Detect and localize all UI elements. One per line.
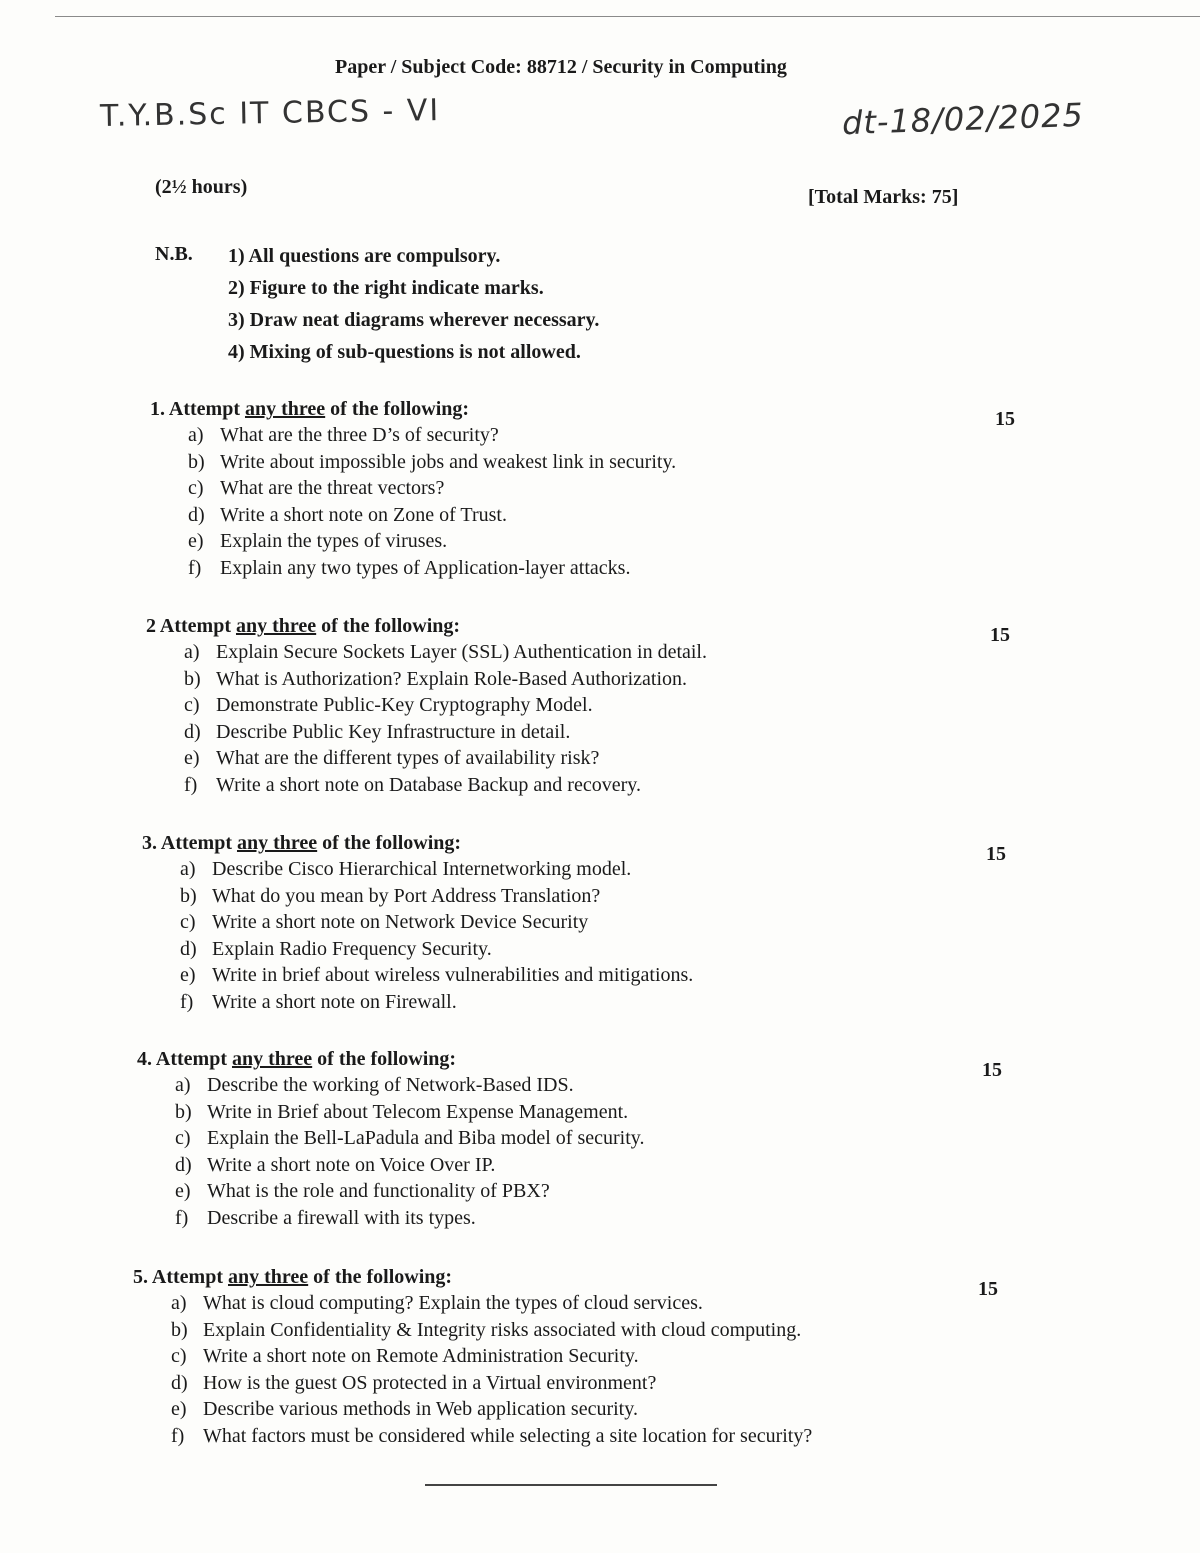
nb-list [228,240,599,368]
question-heading-emphasis: any three [244,398,326,420]
sub-question [180,883,693,910]
sub-question-text: What do you mean by Port Address Translation? [212,884,601,907]
question-heading-suffix: of the following: [312,1048,457,1070]
sub-question-list [180,856,693,1015]
sub-question-text: Explain any two types of Application-layer attacks. [220,556,631,579]
sub-question-text: Write a short note on Zone of Trust. [220,503,507,526]
sub-question-text: Describe Cisco Hierarchical Internetworking model. [212,858,632,880]
sub-question-text: What are the threat vectors? [220,477,445,499]
question-marks: 15 [995,408,1015,430]
question-heading-emphasis: any three [235,615,317,637]
sub-question-letter: f) [188,556,202,579]
question-heading-prefix: 4. Attempt [137,1048,232,1070]
sub-question-letter: f) [180,990,194,1013]
sub-question-letter: b) [175,1100,192,1123]
sub-question-text: Write about impossible jobs and weakest link in security. [220,450,677,473]
sub-question-text: Write in brief about wireless vulnerabilities and mitigations. [212,964,694,986]
question-heading-suffix: of the following: [325,398,470,420]
question-heading [133,1264,812,1290]
question-1 [150,396,676,581]
sub-question-text: Explain Confidentiality & Integrity risks associated with cloud computing. [203,1318,802,1341]
sub-question-list [188,422,676,581]
sub-question-letter: e) [180,964,196,986]
sub-question-letter: e) [171,1398,187,1420]
sub-question-text: Write a short note on Voice Over IP. [207,1153,496,1176]
sub-question [188,475,676,502]
sub-question [175,1125,644,1152]
sub-question-letter: a) [171,1292,187,1314]
sub-question-letter: d) [184,720,201,743]
total-marks: [Total Marks: 75] [808,186,959,208]
sub-question [175,1099,644,1126]
question-heading-suffix: of the following: [308,1266,453,1288]
question-3 [142,830,693,1015]
sub-question-letter: f) [175,1206,189,1229]
duration: (2½ hours) [155,176,248,198]
sub-question-list [171,1290,812,1449]
question-heading [146,613,707,639]
sub-question-letter: e) [188,530,204,552]
sub-question-text: Write in Brief about Telecom Expense Management. [207,1100,629,1123]
question-heading-prefix: 2 Attempt [146,615,236,637]
sub-question-letter: b) [180,884,197,907]
nb-item: 3) Draw neat diagrams wherever necessary. [228,309,600,331]
question-5 [133,1264,812,1449]
sub-question [180,989,693,1016]
sub-question [180,909,693,936]
question-4 [137,1046,644,1231]
sub-question-text: What is the role and functionality of PBX? [207,1180,550,1202]
sub-question-letter: b) [171,1318,188,1341]
sub-question [188,528,676,555]
sub-question-letter: c) [188,477,204,499]
sub-question [184,745,707,772]
sub-question [171,1343,812,1370]
sub-question [184,719,707,746]
sub-question [184,692,707,719]
sub-question [188,449,676,476]
sub-question-text: How is the guest OS protected in a Virtual environment? [203,1371,657,1394]
sub-question-text: Write a short note on Remote Administration Security. [203,1345,639,1367]
question-heading-suffix: of the following: [316,615,461,637]
sub-question [180,856,693,883]
handwritten-date: dt-18/02/2025 [841,95,1085,143]
sub-question [188,555,676,582]
question-heading-emphasis: any three [227,1266,309,1288]
sub-question-letter: d) [175,1153,192,1176]
sub-question [171,1396,812,1423]
sub-question-text: Explain Radio Frequency Security. [212,937,492,960]
sub-question-letter: e) [175,1180,191,1202]
sub-question-text: Describe a firewall with its types. [207,1206,476,1229]
sub-question [175,1205,644,1232]
sub-question [180,936,693,963]
sub-question [180,962,693,989]
question-marks: 15 [978,1278,998,1300]
sub-question-text: Explain Secure Sockets Layer (SSL) Authentication in detail. [216,641,707,663]
sub-question-text: Describe various methods in Web application security. [203,1398,638,1420]
sub-question-letter: d) [188,503,205,526]
top-rule [55,16,1200,17]
sub-question-text: Write a short note on Database Backup and recovery. [216,773,641,796]
sub-question-letter: b) [184,667,201,690]
question-heading-suffix: of the following: [317,832,462,854]
sub-question-text: What is cloud computing? Explain the types of cloud services. [203,1292,703,1314]
sub-question [171,1317,812,1344]
question-heading [137,1046,644,1072]
sub-question-letter: c) [171,1345,187,1367]
sub-question-text: Describe Public Key Infrastructure in detail. [216,720,571,743]
question-heading-prefix: 5. Attempt [133,1266,228,1288]
sub-question-letter: a) [175,1074,191,1096]
sub-question-text: Write a short note on Network Device Security [212,911,589,933]
sub-question-text: Write a short note on Firewall. [212,990,457,1013]
nb-item: 1) All questions are compulsory. [228,245,501,267]
sub-question-text: Explain the types of viruses. [220,530,448,552]
question-marks: 15 [990,624,1010,646]
sub-question-list [184,639,707,798]
sub-question-letter: a) [180,858,196,880]
sub-question-text: Describe the working of Network-Based IDS. [207,1074,574,1096]
question-heading-prefix: 1. Attempt [150,398,245,420]
sub-question [188,422,676,449]
sub-question-text: What factors must be considered while selecting a site location for security? [203,1424,813,1447]
handwritten-class: T.Y.B.Sc IT CBCS - VI [99,93,441,134]
sub-question [184,666,707,693]
sub-question-letter: c) [175,1127,191,1149]
question-heading [142,830,693,856]
paper-code: Paper / Subject Code: 88712 / Security in Computing [335,56,787,78]
sub-question-letter: b) [188,450,205,473]
sub-question-letter: c) [180,911,196,933]
end-rule [425,1484,717,1486]
sub-question-letter: d) [180,937,197,960]
sub-question [171,1423,812,1450]
question-heading-prefix: 3. Attempt [142,832,237,854]
question-2 [146,613,707,798]
question-marks: 15 [982,1059,1002,1081]
sub-question-letter: a) [188,424,204,446]
nb-item: 2) Figure to the right indicate marks. [228,277,544,299]
sub-question-text: What are the different types of availability risk? [216,747,600,769]
sub-question-text: Explain the Bell-LaPadula and Biba model of security. [207,1127,645,1149]
sub-question-text: Demonstrate Public-Key Cryptography Model. [216,694,593,716]
sub-question-letter: d) [171,1371,188,1394]
question-marks: 15 [986,843,1006,865]
sub-question [175,1178,644,1205]
question-heading-emphasis: any three [231,1048,313,1070]
sub-question-text: What are the three D’s of security? [220,424,499,446]
question-heading [150,396,676,422]
sub-question [171,1370,812,1397]
sub-question-text: What is Authorization? Explain Role-Based Authorization. [216,667,688,690]
sub-question-letter: c) [184,694,200,716]
sub-question-letter: e) [184,747,200,769]
sub-question-letter: f) [184,773,198,796]
sub-question-list [175,1072,644,1231]
nb-label: N.B. [155,243,193,265]
nb-item: 4) Mixing of sub-questions is not allowed. [228,341,581,363]
sub-question [175,1072,644,1099]
sub-question-letter: f) [171,1424,185,1447]
question-heading-emphasis: any three [236,832,318,854]
sub-question [171,1290,812,1317]
sub-question-letter: a) [184,641,200,663]
sub-question [175,1152,644,1179]
sub-question [188,502,676,529]
sub-question [184,772,707,799]
sub-question [184,639,707,666]
